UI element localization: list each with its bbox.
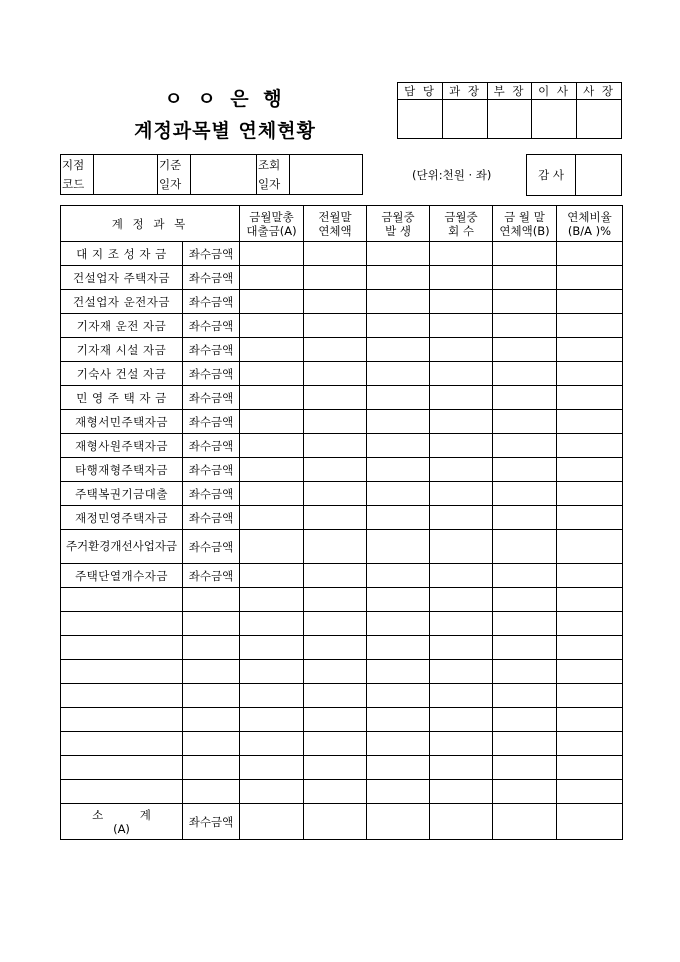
approval-sign-president[interactable] bbox=[577, 100, 622, 139]
value-cell[interactable] bbox=[240, 530, 304, 564]
value-cell[interactable] bbox=[557, 732, 623, 756]
table-row bbox=[61, 386, 623, 410]
value-cell[interactable] bbox=[430, 434, 493, 458]
value-cell[interactable] bbox=[430, 290, 493, 314]
count-amount-label: 좌수금액 bbox=[183, 458, 240, 482]
branch-code-label-2: 코드 bbox=[61, 175, 94, 195]
count-amount-label: 좌수금액 bbox=[183, 290, 240, 314]
header-line1: 금월중 bbox=[381, 209, 415, 224]
value-cell[interactable] bbox=[430, 564, 493, 588]
blank-unit-cell[interactable] bbox=[183, 660, 240, 684]
count-amount-label: 좌수금액 bbox=[183, 530, 240, 564]
subtotal-count-amount-label: 좌수금액 bbox=[183, 804, 240, 840]
value-cell[interactable] bbox=[240, 564, 304, 588]
value-cell[interactable] bbox=[430, 588, 493, 612]
value-cell[interactable] bbox=[557, 266, 623, 290]
count-amount-label: 좌수금액 bbox=[183, 362, 240, 386]
value-cell[interactable] bbox=[304, 660, 367, 684]
value-cell[interactable] bbox=[430, 804, 493, 840]
value-cell[interactable] bbox=[367, 780, 430, 804]
blank-account-cell[interactable] bbox=[61, 612, 183, 636]
value-cell[interactable] bbox=[493, 434, 557, 458]
value-cell[interactable] bbox=[557, 314, 623, 338]
value-cell[interactable] bbox=[304, 338, 367, 362]
value-cell[interactable] bbox=[493, 636, 557, 660]
value-cell[interactable] bbox=[430, 612, 493, 636]
value-cell[interactable] bbox=[367, 482, 430, 506]
account-name: 대 지 조 성 자 금 bbox=[61, 242, 183, 266]
blank-row bbox=[61, 756, 623, 780]
table-row bbox=[61, 458, 623, 482]
audit-sign-field[interactable] bbox=[576, 155, 622, 196]
value-cell[interactable] bbox=[304, 732, 367, 756]
value-cell[interactable] bbox=[240, 756, 304, 780]
value-cell[interactable] bbox=[367, 684, 430, 708]
value-cell[interactable] bbox=[304, 242, 367, 266]
overdue-table bbox=[60, 205, 623, 840]
account-name: 재형사원주택자금 bbox=[61, 434, 183, 458]
value-cell[interactable] bbox=[493, 242, 557, 266]
approval-sign-director[interactable] bbox=[532, 100, 577, 139]
audit-box bbox=[526, 154, 622, 196]
approval-sign-manager[interactable] bbox=[443, 100, 488, 139]
value-cell[interactable] bbox=[240, 708, 304, 732]
table-row bbox=[61, 314, 623, 338]
subtotal-row bbox=[61, 804, 623, 840]
value-cell[interactable] bbox=[304, 636, 367, 660]
table-row bbox=[61, 362, 623, 386]
account-name: 기숙사 건설 자금 bbox=[61, 362, 183, 386]
count-amount-label: 좌수금액 bbox=[183, 410, 240, 434]
value-cell[interactable] bbox=[304, 506, 367, 530]
account-name: 건설업자 주택자금 bbox=[61, 266, 183, 290]
approval-header-director: 이 사 bbox=[532, 83, 577, 100]
value-cell[interactable] bbox=[557, 588, 623, 612]
value-cell[interactable] bbox=[304, 564, 367, 588]
header-line1: 금 월 말 bbox=[504, 209, 545, 224]
branch-code-field[interactable] bbox=[94, 155, 158, 195]
value-cell[interactable] bbox=[304, 458, 367, 482]
value-cell[interactable] bbox=[493, 530, 557, 564]
value-cell[interactable] bbox=[493, 588, 557, 612]
value-cell[interactable] bbox=[493, 756, 557, 780]
value-cell[interactable] bbox=[557, 434, 623, 458]
value-cell[interactable] bbox=[430, 386, 493, 410]
value-cell[interactable] bbox=[367, 410, 430, 434]
table-header-row bbox=[61, 206, 623, 242]
blank-unit-cell[interactable] bbox=[183, 732, 240, 756]
blank-unit-cell[interactable] bbox=[183, 612, 240, 636]
header-line1: 전월말 bbox=[318, 209, 352, 224]
value-cell[interactable] bbox=[557, 636, 623, 660]
value-cell[interactable] bbox=[493, 458, 557, 482]
table-row bbox=[61, 506, 623, 530]
blank-row bbox=[61, 588, 623, 612]
subtotal-label-line1: 소 계 bbox=[92, 807, 151, 822]
value-cell[interactable] bbox=[493, 780, 557, 804]
value-cell[interactable] bbox=[367, 530, 430, 564]
value-cell[interactable] bbox=[367, 804, 430, 840]
bank-name-title: ㅇ ㅇ 은 행 bbox=[164, 88, 286, 110]
value-cell[interactable] bbox=[367, 266, 430, 290]
count-amount-label: 좌수금액 bbox=[183, 266, 240, 290]
table-row bbox=[61, 290, 623, 314]
value-cell[interactable] bbox=[430, 362, 493, 386]
value-cell[interactable] bbox=[304, 530, 367, 564]
value-cell[interactable] bbox=[367, 290, 430, 314]
value-cell[interactable] bbox=[430, 756, 493, 780]
value-cell[interactable] bbox=[430, 506, 493, 530]
blank-unit-cell[interactable] bbox=[183, 756, 240, 780]
value-cell[interactable] bbox=[240, 458, 304, 482]
header-line1: 연체비율 bbox=[567, 209, 612, 224]
value-cell[interactable] bbox=[557, 386, 623, 410]
value-cell[interactable] bbox=[240, 290, 304, 314]
value-cell[interactable] bbox=[240, 434, 304, 458]
value-cell[interactable] bbox=[430, 410, 493, 434]
table-row bbox=[61, 482, 623, 506]
header-col bbox=[493, 206, 557, 242]
value-cell[interactable] bbox=[240, 660, 304, 684]
blank-account-cell[interactable] bbox=[61, 708, 183, 732]
value-cell[interactable] bbox=[304, 780, 367, 804]
value-cell[interactable] bbox=[304, 756, 367, 780]
header-col bbox=[240, 206, 304, 242]
value-cell[interactable] bbox=[430, 458, 493, 482]
value-cell[interactable] bbox=[367, 458, 430, 482]
account-name: 민 영 주 택 자 금 bbox=[61, 386, 183, 410]
value-cell[interactable] bbox=[304, 266, 367, 290]
account-name: 재정민영주택자금 bbox=[61, 506, 183, 530]
value-cell[interactable] bbox=[304, 684, 367, 708]
count-amount-label: 좌수금액 bbox=[183, 386, 240, 410]
value-cell[interactable] bbox=[493, 338, 557, 362]
value-cell[interactable] bbox=[367, 660, 430, 684]
value-cell[interactable] bbox=[304, 386, 367, 410]
blank-row bbox=[61, 636, 623, 660]
value-cell[interactable] bbox=[557, 506, 623, 530]
value-cell[interactable] bbox=[557, 660, 623, 684]
value-cell[interactable] bbox=[240, 242, 304, 266]
blank-row bbox=[61, 660, 623, 684]
value-cell[interactable] bbox=[493, 708, 557, 732]
value-cell[interactable] bbox=[493, 290, 557, 314]
value-cell[interactable] bbox=[493, 386, 557, 410]
value-cell[interactable] bbox=[240, 636, 304, 660]
value-cell[interactable] bbox=[493, 564, 557, 588]
blank-account-cell[interactable] bbox=[61, 732, 183, 756]
approval-header-staff: 담 당 bbox=[398, 83, 443, 100]
table-row bbox=[61, 434, 623, 458]
blank-unit-cell[interactable] bbox=[183, 780, 240, 804]
value-cell[interactable] bbox=[557, 458, 623, 482]
value-cell[interactable] bbox=[304, 588, 367, 612]
blank-account-cell[interactable] bbox=[61, 660, 183, 684]
value-cell[interactable] bbox=[240, 612, 304, 636]
value-cell[interactable] bbox=[240, 410, 304, 434]
base-date-field[interactable] bbox=[191, 155, 257, 195]
value-cell[interactable] bbox=[240, 732, 304, 756]
header-line2: (B/A )% bbox=[567, 223, 612, 238]
value-cell[interactable] bbox=[557, 362, 623, 386]
count-amount-label: 좌수금액 bbox=[183, 506, 240, 530]
table-row bbox=[61, 564, 623, 588]
value-cell[interactable] bbox=[557, 708, 623, 732]
value-cell[interactable] bbox=[557, 804, 623, 840]
header-line2: 회 수 bbox=[448, 223, 474, 238]
value-cell[interactable] bbox=[367, 314, 430, 338]
blank-row bbox=[61, 708, 623, 732]
value-cell[interactable] bbox=[367, 756, 430, 780]
value-cell[interactable] bbox=[557, 338, 623, 362]
value-cell[interactable] bbox=[367, 732, 430, 756]
subtotal-label bbox=[61, 804, 183, 840]
value-cell[interactable] bbox=[367, 386, 430, 410]
value-cell[interactable] bbox=[557, 780, 623, 804]
count-amount-label: 좌수금액 bbox=[183, 242, 240, 266]
value-cell[interactable] bbox=[240, 588, 304, 612]
value-cell[interactable] bbox=[304, 612, 367, 636]
count-amount-label: 좌수금액 bbox=[183, 482, 240, 506]
value-cell[interactable] bbox=[557, 242, 623, 266]
value-cell[interactable] bbox=[430, 684, 493, 708]
value-cell[interactable] bbox=[557, 756, 623, 780]
header-col bbox=[304, 206, 367, 242]
base-date-label-1: 기준 bbox=[158, 155, 191, 175]
count-amount-label: 좌수금액 bbox=[183, 564, 240, 588]
value-cell[interactable] bbox=[430, 314, 493, 338]
value-cell[interactable] bbox=[430, 636, 493, 660]
query-date-label-2: 일자 bbox=[257, 175, 290, 195]
value-cell[interactable] bbox=[430, 242, 493, 266]
header-line2: 발 생 bbox=[385, 223, 411, 238]
value-cell[interactable] bbox=[367, 612, 430, 636]
value-cell[interactable] bbox=[430, 338, 493, 362]
count-amount-label: 좌수금액 bbox=[183, 434, 240, 458]
value-cell[interactable] bbox=[430, 530, 493, 564]
value-cell[interactable] bbox=[493, 684, 557, 708]
header-line2: 연체액(B) bbox=[499, 223, 550, 238]
value-cell[interactable] bbox=[240, 482, 304, 506]
value-cell[interactable] bbox=[557, 290, 623, 314]
approval-sign-dept-head[interactable] bbox=[488, 100, 532, 139]
value-cell[interactable] bbox=[240, 362, 304, 386]
approval-box bbox=[397, 82, 622, 139]
value-cell[interactable] bbox=[240, 338, 304, 362]
value-cell[interactable] bbox=[304, 362, 367, 386]
value-cell[interactable] bbox=[493, 804, 557, 840]
count-amount-label: 좌수금액 bbox=[183, 314, 240, 338]
value-cell[interactable] bbox=[493, 612, 557, 636]
value-cell[interactable] bbox=[493, 482, 557, 506]
value-cell[interactable] bbox=[240, 314, 304, 338]
account-name: 주택단열개수자금 bbox=[61, 564, 183, 588]
table-row bbox=[61, 530, 623, 564]
value-cell[interactable] bbox=[430, 266, 493, 290]
value-cell[interactable] bbox=[430, 482, 493, 506]
value-cell[interactable] bbox=[304, 314, 367, 338]
header-line2: 대출금(A) bbox=[246, 223, 297, 238]
blank-account-cell[interactable] bbox=[61, 780, 183, 804]
audit-label: 감 사 bbox=[527, 155, 576, 196]
header-col bbox=[557, 206, 623, 242]
approval-header-president: 사 장 bbox=[577, 83, 622, 100]
value-cell[interactable] bbox=[240, 506, 304, 530]
value-cell[interactable] bbox=[240, 266, 304, 290]
header-col bbox=[367, 206, 430, 242]
account-name: 기자재 운전 자금 bbox=[61, 314, 183, 338]
value-cell[interactable] bbox=[367, 242, 430, 266]
value-cell[interactable] bbox=[493, 410, 557, 434]
approval-header-dept-head: 부 장 bbox=[488, 83, 532, 100]
value-cell[interactable] bbox=[367, 564, 430, 588]
branch-code-label-1: 지점 bbox=[61, 155, 94, 175]
blank-account-cell[interactable] bbox=[61, 756, 183, 780]
header-line2: 연체액 bbox=[318, 223, 352, 238]
base-date-label-2: 일자 bbox=[158, 175, 191, 195]
header-col bbox=[430, 206, 493, 242]
value-cell[interactable] bbox=[304, 434, 367, 458]
unit-note: (단위:천원 · 좌) bbox=[412, 168, 492, 182]
blank-unit-cell[interactable] bbox=[183, 588, 240, 612]
value-cell[interactable] bbox=[240, 386, 304, 410]
value-cell[interactable] bbox=[557, 684, 623, 708]
blank-row bbox=[61, 732, 623, 756]
blank-unit-cell[interactable] bbox=[183, 708, 240, 732]
value-cell[interactable] bbox=[493, 732, 557, 756]
approval-header-manager: 과 장 bbox=[443, 83, 488, 100]
value-cell[interactable] bbox=[493, 314, 557, 338]
blank-row bbox=[61, 780, 623, 804]
value-cell[interactable] bbox=[493, 266, 557, 290]
value-cell[interactable] bbox=[240, 780, 304, 804]
count-amount-label: 좌수금액 bbox=[183, 338, 240, 362]
blank-unit-cell[interactable] bbox=[183, 684, 240, 708]
account-name: 주거환경개선사업자금 bbox=[61, 530, 183, 564]
account-name: 건설업자 운전자금 bbox=[61, 290, 183, 314]
query-date-field[interactable] bbox=[290, 155, 363, 195]
subtotal-label-line2: (A) bbox=[113, 821, 130, 836]
blank-row bbox=[61, 684, 623, 708]
blank-row bbox=[61, 612, 623, 636]
document-title: 계정과목별 연체현황 bbox=[134, 120, 316, 142]
value-cell[interactable] bbox=[430, 780, 493, 804]
value-cell[interactable] bbox=[304, 708, 367, 732]
header-line1: 금월말총 bbox=[249, 209, 294, 224]
account-name: 기자재 시설 자금 bbox=[61, 338, 183, 362]
value-cell[interactable] bbox=[304, 482, 367, 506]
account-name: 재형서민주택자금 bbox=[61, 410, 183, 434]
value-cell[interactable] bbox=[367, 434, 430, 458]
value-cell[interactable] bbox=[557, 612, 623, 636]
value-cell[interactable] bbox=[367, 588, 430, 612]
table-row bbox=[61, 410, 623, 434]
value-cell[interactable] bbox=[240, 804, 304, 840]
query-date-label-1: 조회 bbox=[257, 155, 290, 175]
value-cell[interactable] bbox=[557, 530, 623, 564]
value-cell[interactable] bbox=[304, 804, 367, 840]
value-cell[interactable] bbox=[367, 708, 430, 732]
value-cell[interactable] bbox=[430, 708, 493, 732]
value-cell[interactable] bbox=[557, 564, 623, 588]
account-name: 타행재형주택자금 bbox=[61, 458, 183, 482]
value-cell[interactable] bbox=[304, 410, 367, 434]
value-cell[interactable] bbox=[557, 482, 623, 506]
blank-account-cell[interactable] bbox=[61, 684, 183, 708]
blank-unit-cell[interactable] bbox=[183, 636, 240, 660]
value-cell[interactable] bbox=[367, 362, 430, 386]
blank-account-cell[interactable] bbox=[61, 636, 183, 660]
header-line1: 금월중 bbox=[444, 209, 478, 224]
blank-account-cell[interactable] bbox=[61, 588, 183, 612]
header-account: 계 정 과 목 bbox=[61, 206, 240, 242]
value-cell[interactable] bbox=[430, 660, 493, 684]
account-name: 주택복권기금대출 bbox=[61, 482, 183, 506]
value-cell[interactable] bbox=[557, 410, 623, 434]
value-cell[interactable] bbox=[304, 290, 367, 314]
value-cell[interactable] bbox=[493, 506, 557, 530]
approval-sign-staff[interactable] bbox=[398, 100, 443, 139]
value-cell[interactable] bbox=[240, 684, 304, 708]
value-cell[interactable] bbox=[430, 732, 493, 756]
table-row bbox=[61, 338, 623, 362]
value-cell[interactable] bbox=[367, 506, 430, 530]
table-row bbox=[61, 242, 623, 266]
info-box bbox=[60, 154, 363, 195]
value-cell[interactable] bbox=[493, 660, 557, 684]
value-cell[interactable] bbox=[367, 636, 430, 660]
value-cell[interactable] bbox=[367, 338, 430, 362]
table-row bbox=[61, 266, 623, 290]
value-cell[interactable] bbox=[493, 362, 557, 386]
